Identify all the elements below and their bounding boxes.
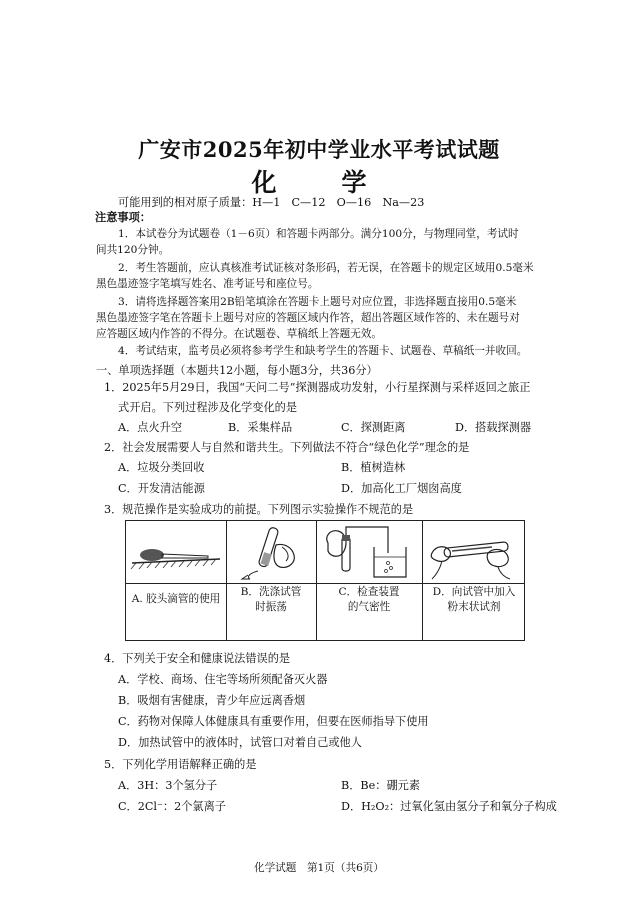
q3-caption-a: A. 胶头滴管的使用 (131, 593, 221, 605)
q3-caption-b-line-1: B．洗涤试管 (240, 586, 302, 598)
note-3-line-1: 3．请将选择题答案用2B铅笔填涂在答题卡上题号对应位置，非选择题直接用0.5毫米 (118, 296, 517, 308)
note-3-line-2: 黑色墨迹签字笔在答题卡上题号对应的答题区域内作答，超出答题区域作答的、未在题号对 (96, 312, 520, 324)
q3-caption-b-line-2: 时振荡 (255, 601, 287, 613)
subject-title: 化 学 (251, 168, 387, 197)
q1-option-c: C．探测距离 (341, 421, 406, 434)
adding-powder-figure (424, 523, 524, 581)
page-footer: 化学试题 第1页（共6页） (253, 862, 384, 874)
exam-title: 广安市2025年初中学业水平考试试题 (138, 137, 500, 162)
q5-option-d: D．H₂O₂：过氧化氢由氢分子和氧分子构成 (341, 800, 557, 813)
note-1-line-1: 1．本试卷分为试题卷（1－6页）和答题卡两部分。满分100分，与物理同堂，考试时 (118, 228, 519, 240)
q4-stem: 4．下列关于安全和健康说法错误的是 (104, 652, 291, 665)
note-3-line-3: 应答题区域内作答的不得分。在试题卷、草稿纸上答题无效。 (96, 328, 383, 340)
q3-caption-d-line-2: 粉末状试剂 (447, 601, 501, 613)
q2-option-b: B．植树造林 (341, 461, 406, 474)
q4-option-b: B．吸烟有害健康，青少年应远离香烟 (118, 694, 306, 707)
q2-option-c: C．开发清洁能源 (118, 482, 205, 495)
figure-divider (316, 521, 317, 640)
notes-heading: 注意事项： (95, 210, 151, 224)
q1-option-a: A．点火升空 (118, 421, 183, 434)
q2-option-a: A．垃圾分类回收 (118, 461, 205, 474)
q1-stem-line-2: 式开启。下列过程涉及化学变化的是 (118, 401, 298, 414)
q3-caption-c-line-1: C．检查装置 (338, 586, 400, 598)
q1-option-b: B．采集样品 (228, 421, 293, 434)
q3-stem: 3．规范操作是实验成功的前提。下列图示实验操作不规范的是 (104, 503, 414, 516)
q1-stem-line-1: 1．2025年5月29日，我国“天问二号”探测器成功发射，小行星探测与采样返回之旅正 (104, 381, 531, 394)
figure-caption-rule (126, 583, 524, 584)
q5-option-a: A．3H：3个氢分子 (118, 779, 218, 792)
q4-option-a: A．学校、商场、住宅等场所须配备灭火器 (118, 673, 328, 686)
note-2-line-2: 黑色墨迹签字笔填写姓名、准考证号和座位号。 (96, 278, 319, 290)
q2-stem: 2．社会发展需要人与自然和谐共生。下列做法不符合“绿色化学”理念的是 (104, 441, 470, 454)
shaking-test-tube-figure (228, 523, 314, 581)
q3-caption-c-line-2: 的气密性 (347, 601, 391, 613)
figure-divider (422, 521, 423, 640)
note-2-line-1: 2．考生答题前，应认真核准考试证核对条形码，若无误，在答题卡的规定区域用0.5毫米 (118, 262, 534, 274)
section-1-heading: 一、单项选择题（本题共12小题，每小题3分，共36分） (96, 364, 378, 377)
figure-divider (226, 521, 227, 640)
q5-option-b: B．Be：硼元素 (341, 779, 421, 792)
airtightness-check-figure (318, 523, 420, 581)
q3-figure-grid (125, 520, 525, 641)
note-1-line-2: 间共120分钟。 (96, 244, 170, 256)
q4-option-d: D．加热试管中的液体时，试管口对着自己或他人 (118, 736, 362, 749)
q5-stem: 5．下列化学用语解释正确的是 (104, 758, 257, 771)
q1-option-d: D．搭载探测器 (455, 421, 532, 434)
atomic-masses: 可能用到的相对原子质量：H—1 C—12 O—16 Na—23 (118, 196, 425, 209)
note-4: 4．考试结束，监考员必须将参考学生和缺考学生的答题卡、试题卷、草稿纸一并收回。 (118, 345, 528, 357)
q3-caption-d-line-1: D．向试管中加入 (432, 586, 516, 598)
q2-option-d: D．加高化工厂烟囱高度 (341, 482, 462, 495)
q4-option-c: C．药物对保障人体健康具有重要作用，但要在医师指导下使用 (118, 715, 429, 728)
q5-option-c: C．2Cl⁻：2个氯离子 (118, 800, 226, 813)
dropper-on-bench-figure (128, 523, 224, 581)
